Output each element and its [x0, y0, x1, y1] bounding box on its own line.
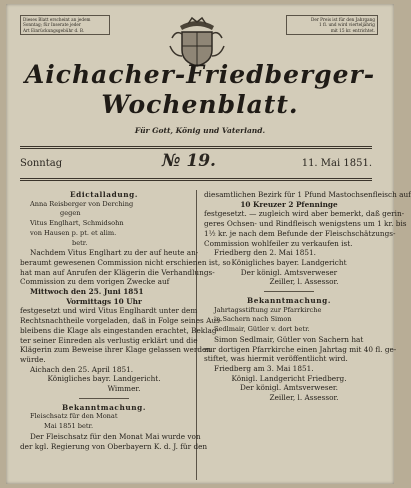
article-line: Königliches bayer. Landgericht	[231, 257, 347, 267]
article-line: Nachdem Vitus Englhart zu der auf heute an-	[30, 248, 199, 258]
article-line: Friedberg den 2. Mai 1851.	[214, 248, 316, 258]
notice-line: Art Einrückungsgebühr d. B.	[23, 27, 85, 33]
article-line: Der königl. Amtsverweser.	[240, 383, 338, 393]
article-line: der kgl. Regierung von Oberbayern K. d. J. für den	[20, 441, 208, 451]
article-line: würde.	[20, 354, 46, 364]
price-notice-box	[286, 15, 378, 35]
article-line: Zeiller, l. Assessor.	[269, 393, 339, 403]
article-heading: Bekanntmachung.	[246, 296, 332, 306]
newspaper-page	[6, 4, 411, 484]
article-line: 1½ kr. je nach dem Befunde der Fleischschätzungs-	[204, 228, 396, 238]
masthead-title-line2: Wochenblatt.	[101, 90, 299, 119]
article-line: Königl. Landgericht Friedberg.	[231, 373, 347, 383]
masthead-motto: Für Gott, König und Vaterland.	[134, 126, 266, 135]
article-line: Anna Reisberger von Derching	[30, 199, 134, 208]
issue-date: 11. Mai 1851.	[301, 158, 372, 169]
issue-number: № 19.	[162, 151, 216, 171]
article-line: Commission zu dem vorigen Zwecke auf	[20, 277, 170, 287]
article-divider	[79, 398, 129, 399]
issue-info-row	[20, 152, 372, 172]
article-line: von Hausen p. pt. et alim.	[30, 228, 117, 237]
masthead-title-line1: Aichacher-Friedberger-	[24, 60, 376, 89]
article-line: Commission wohlfeiler zu verkaufen ist.	[204, 238, 353, 248]
article-line: festgesetzt und wird Vitus Englhardt unter dem	[20, 306, 198, 316]
article-line: Vitus Englhart, Schmidsohn	[30, 219, 124, 228]
article-line: Rechtsnachtheile vorgeladen, daß in Folge seines Aus-	[20, 316, 223, 326]
article-line: Klägerin zum Beweise ihrer Klage gelassen werden	[20, 345, 212, 355]
article-divider	[264, 291, 314, 292]
article-line: Mai 1851 betr.	[44, 422, 94, 431]
article-line: Simon Sedlmair, Gütler von Sachern hat	[214, 334, 364, 344]
notice-line: Sonntag; für Inserate jeder	[23, 22, 81, 28]
header-top-rule	[20, 146, 372, 147]
article-line: stiftet, was hiermit veröffentlicht wird.	[204, 354, 348, 364]
article-line: hat man auf Anrufen der Klägerin die Verhandlungs-	[20, 267, 215, 277]
article-line: Königliches bayr. Landgericht.	[47, 374, 161, 384]
article-line: gegen	[60, 209, 81, 218]
article-line: Zeiller, l. Assessor.	[269, 277, 339, 287]
article-line: geres Ochsen- und Rindfleisch wenigstens um 1 kr. bis	[204, 219, 407, 229]
article-line: Der königl. Amtsverweser	[240, 267, 338, 277]
article-line: festgesetzt. — zugleich wird aber bemerkt, daß gerin-	[204, 209, 405, 219]
left-column	[20, 190, 231, 451]
article-line: Fleischsatz für den Monat	[30, 412, 118, 421]
article-line: ter seiner Einreden als verlustig erklärt und die	[20, 335, 198, 345]
article-line: betr.	[72, 238, 88, 247]
header-top-rule	[20, 148, 372, 149]
article-line: diesamtlichen Bezirk für 1 Pfund Mastochsenfleisch auf	[204, 190, 411, 199]
article-line: Wimmer.	[107, 384, 141, 394]
issue-day: Sonntag	[20, 158, 63, 169]
right-column	[204, 190, 411, 403]
header-bottom-rule	[20, 180, 372, 181]
article-line: in Sachern nach Simon	[214, 315, 292, 324]
header-bottom-rule	[20, 178, 372, 179]
notice-line: mit 15 kr. entrichtet.	[330, 27, 375, 33]
notice-line: Dieses Blatt erscheint an jedem	[23, 17, 91, 22]
article-line: Jahrtagsstiftung zur Pfarrkirche	[214, 305, 322, 314]
article-line: Sedlmair, Gütler v. dort betr.	[214, 325, 310, 334]
article-line: Mittwoch den 25. Juni 1851	[30, 287, 144, 297]
article-line: 10 Kreuzer 2 Pfenninge	[240, 199, 338, 209]
article-line: Aichach den 25. April 1851.	[30, 364, 134, 374]
article-heading: Bekanntmachung.	[61, 402, 147, 412]
notice-line: Der Preis ist für den Jahrgang	[311, 17, 375, 22]
article-line: bleibens die Klage als eingestanden erachtet, Beklag-	[20, 325, 220, 335]
notice-line: 1 fl. und wird vierteljährig	[319, 22, 375, 28]
article-line: zur dortigen Pfarrkirche einen Jahrtag mit 40 fl. ge-	[204, 344, 397, 354]
article-line: Der Fleischsatz für den Monat Mai wurde von	[30, 431, 201, 441]
article-line: Friedberg am 3. Mai 1851.	[214, 363, 314, 373]
subscription-notice-box	[20, 15, 110, 35]
article-line: beraumt gewesenen Commission nicht erschienen ist, so	[20, 257, 231, 267]
article-line: Vormittags 10 Uhr	[66, 296, 142, 306]
article-heading: Edictalladung.	[69, 190, 138, 199]
